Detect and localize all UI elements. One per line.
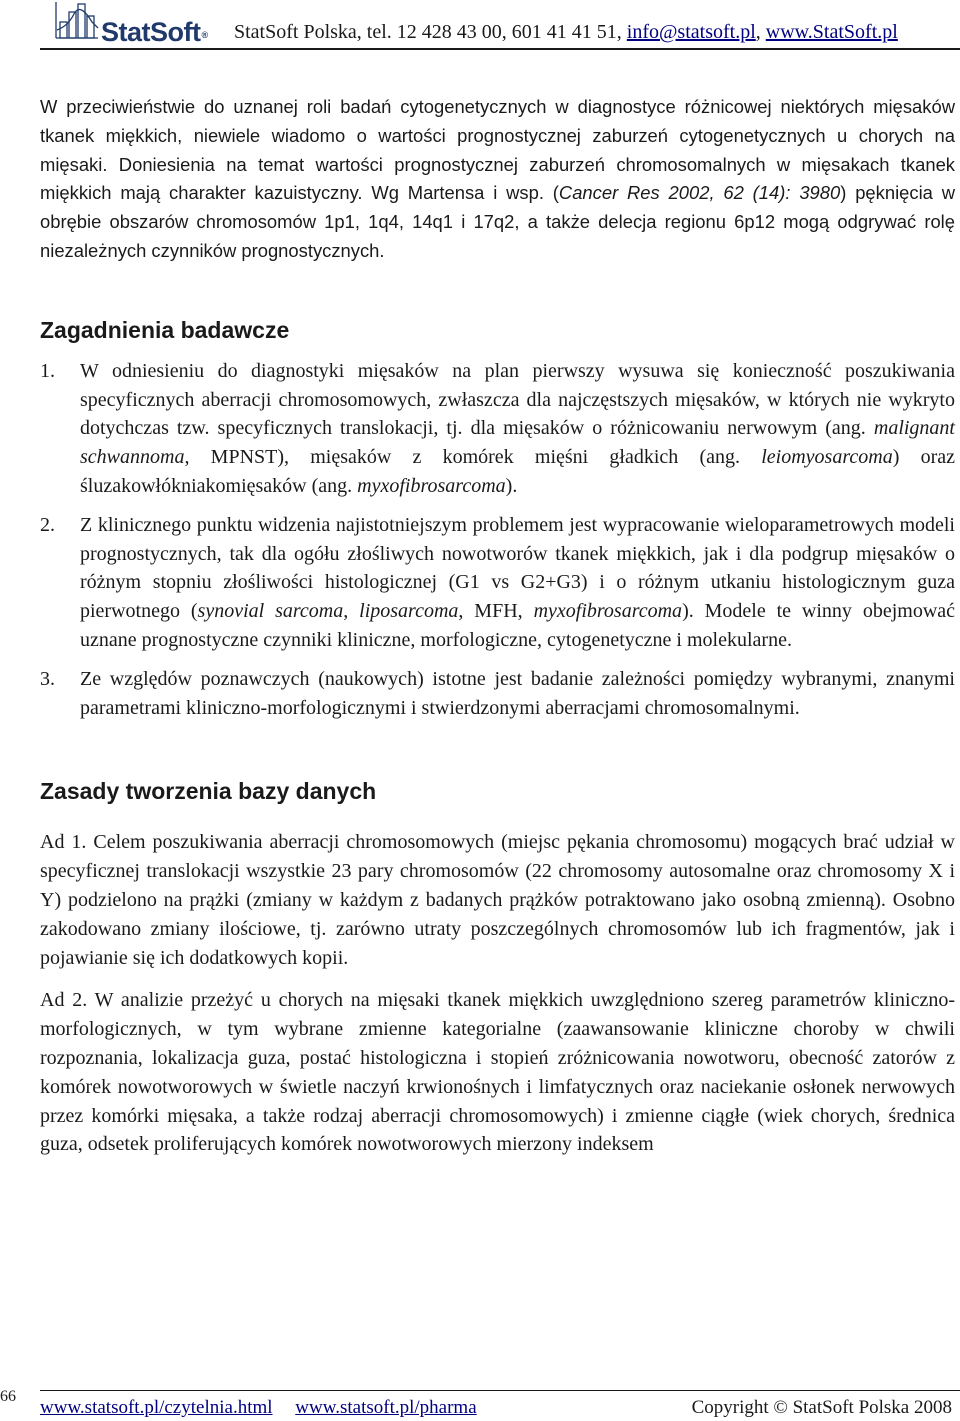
section-heading-database-rules: Zasady tworzenia bazy danych (40, 778, 377, 805)
list-item-text: ) oraz śluzakowłókniakomięsaków (ang. (80, 446, 955, 497)
logo-wordmark: StatSoft (101, 17, 201, 47)
ad2-paragraph: Ad 2. W analizie przeżyć u chorych na mięsaki tkanek miękkich uwzględniono szereg parametrów kliniczno-morfologicznych, w tym wybrane zmienne kategorialne (zaawansowanie kliniczne choroby w chwili rozpoznania, lokalizacja guza, postać histologiczna i stopień zróżnicowania nowotworu, obecność zatorów z komórek nowotworowych w świetle naczyń krwionośnych i limfatycznych oraz naciekanie osłonek nerwowych przez komórki mięsaka, a także rodzaj aberracji chromosomowych) i zmienne ciągłe (wiek chorych, średnica guza, odsetek proliferujących komórek nowotworowych mierzony indeksem (40, 989, 955, 1156)
statsoft-logo-icon (54, 0, 100, 40)
email-link[interactable]: info@statsoft.pl (626, 21, 756, 43)
list-item-text: , MPNST), mięsaków z komórek mięśni gładkich (ang. (184, 446, 762, 469)
page-footer (40, 1396, 952, 1420)
list-item-italic: synovial sarcoma (197, 600, 344, 623)
list-item-text: Z klinicznego punktu widzenia najistotniejszym problemem jest wypracowanie wieloparametrowych modeli prognostycznych, tak dla ogółu złośliwych nowotworów tkanek miękkich, jak i dla podgrup mięsaków o różnym stopniu złośliwości histologicznej (G1 vs G2+G3) i o różnym utkaniu histologicznym guza pierwotnego ( (80, 513, 955, 623)
list-item-text: W odniesieniu do diagnostyki mięsaków na plan pierwszy wysuwa się konieczność poszukiwania specyficznych aberracji chromosomowych, zwłaszcza dla najczęstszych mięsaków, w których nie wykryto dotychczas tzw. specyficznych translokacji, tj. dla mięsaków o różnicowaniu nerwowym (ang. (80, 359, 955, 440)
section-heading-research-questions: Zagadnienia badawcze (40, 316, 290, 343)
website-link[interactable]: www.StatSoft.pl (765, 21, 898, 43)
list-item-number: 1. (40, 359, 55, 382)
list-item-number: 2. (40, 513, 55, 536)
list-item (40, 511, 955, 655)
list-item-italic: liposarcoma (359, 600, 459, 623)
page-number: 66 (0, 1388, 16, 1405)
intro-text-2: ) pęknięcia w obrębie obszarów chromosomów 1p1, 1q4, 14q1 i 17q2, a także delecja regionu 6p12 mogą odgrywać rolę niezależnych czynników prognostycznych. (40, 182, 956, 261)
footer-divider (40, 1390, 960, 1391)
citation: Cancer Res 2002, 62 (14): 3980 (558, 182, 841, 204)
list-item-italic: myxofibrosarcoma (357, 474, 506, 497)
header-contact-info (234, 19, 898, 45)
registered-mark: ® (201, 30, 208, 40)
ad1-paragraph: Ad 1. Celem poszukiwania aberracji chromosomowych (miejsc pękania chromosomu) mogących brać udział w specyficznej translokacji wszystkie 23 pary chromosomów (22 chromosomy autosomalne oraz chromosomy X i Y) podzielono na prążki (zmiany w każdym z badanych prążków potraktowano jako osobną zmienną). Osobno zakodowano zmiany ilościowe, tj. zarówno utraty poszczególnych chromosomów lub ich fragmentów, jak i pojawianie się ich dodatkowych kopii. (40, 831, 955, 969)
list-item-text: ). (505, 474, 518, 497)
separator: , (755, 21, 761, 43)
list-item (40, 357, 955, 501)
footer-link-czytelnia[interactable]: www.statsoft.pl/czytelnia.html (40, 1397, 273, 1418)
list-item-text: , (343, 600, 360, 623)
page-content (40, 93, 955, 1159)
statsoft-logo (101, 16, 208, 48)
list-item-text: ). Modele te winny obejmować uznane prognostyczne czynniki kliniczne, morfologiczne, cytogenetyczne i molekularne. (80, 600, 956, 651)
list-item-italic: leiomyosarcoma (761, 446, 893, 469)
header-divider (40, 48, 960, 50)
list-item-number: 3. (40, 667, 55, 690)
intro-paragraph (40, 93, 955, 266)
research-questions-list (40, 357, 955, 723)
list-item (40, 665, 955, 723)
page-header (0, 0, 960, 48)
company-info: StatSoft Polska, tel. 12 428 43 00, 601 41 41 51, (234, 21, 622, 43)
copyright-text: Copyright © StatSoft Polska 2008 (691, 1397, 952, 1418)
list-item-text: , MFH, (458, 600, 534, 623)
list-item-italic: myxofibrosarcoma (533, 600, 683, 623)
intro-text-1: W przeciwieństwie do uznanej roli badań cytogenetycznych w diagnostyce różnicowej niektórych mięsaków tkanek miękkich, niewiele wiadomo o wartości prognostycznej zaburzeń cytogenetycznych u chorych na mięsaki. Doniesienia na temat wartości prognostycznej zaburzeń chromosomalnych w mięsakach tkanek miękkich mają charakter kazuistyczny. Wg Martensa i wsp. ( (40, 96, 955, 204)
footer-link-pharma[interactable]: www.statsoft.pl/pharma (295, 1397, 477, 1418)
list-item-text: Ze względów poznawczych (naukowych) istotne jest badanie zależności pomiędzy wybranymi, znanymi parametrami kliniczno-morfologicznymi i stwierdzonymi aberracjami chromosomalnymi. (80, 667, 955, 719)
list-item-italic: malignant schwannoma (80, 417, 955, 469)
